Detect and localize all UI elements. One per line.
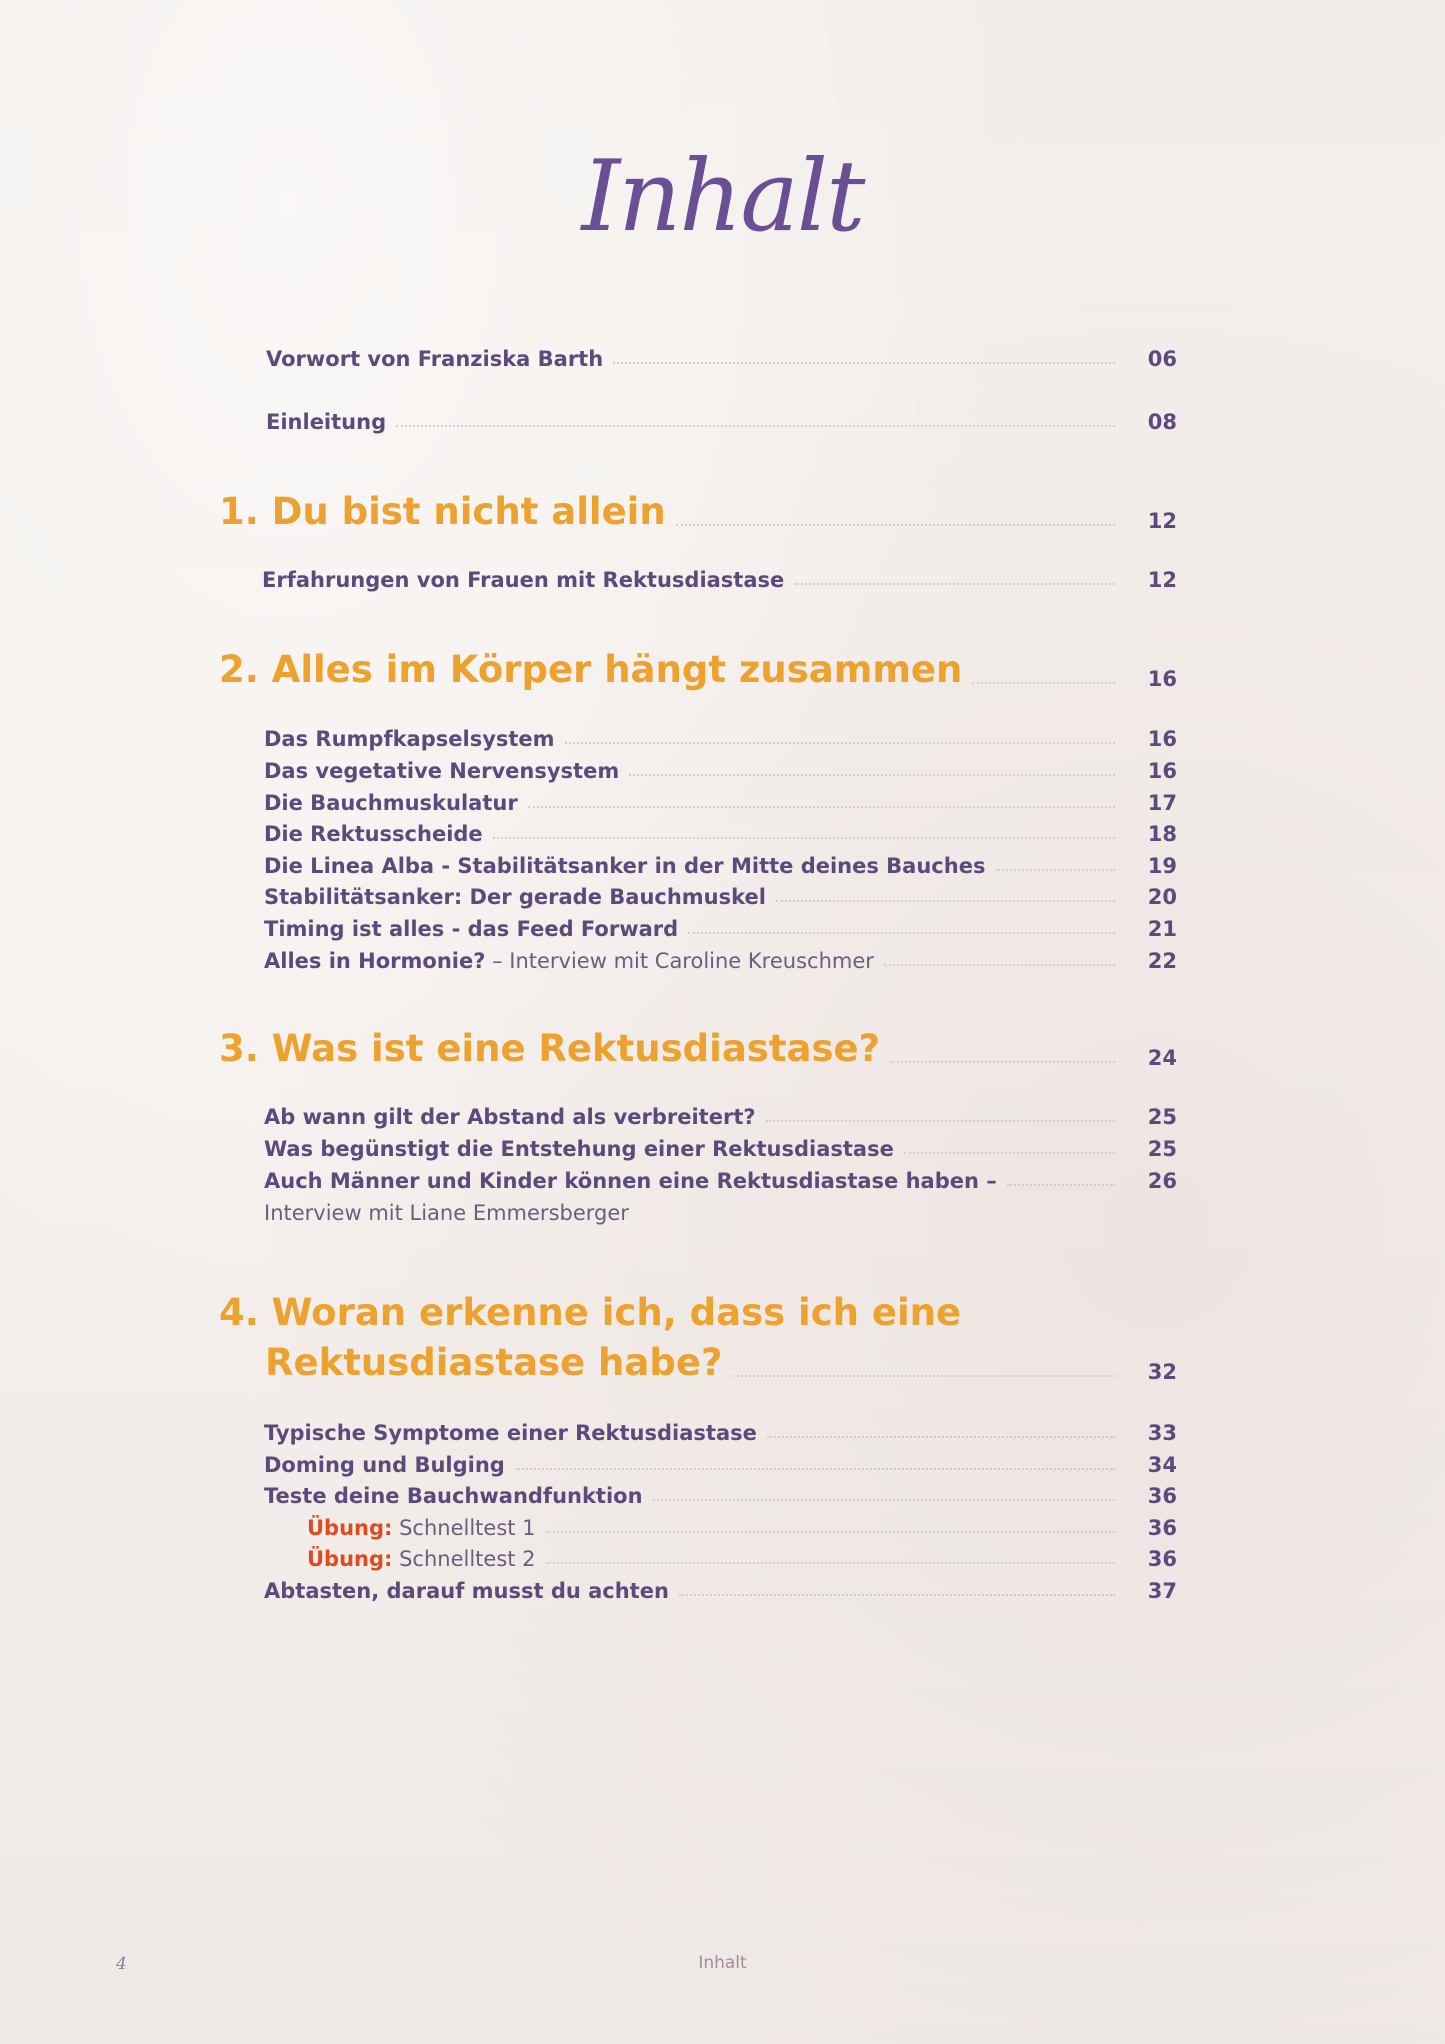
dot-leader [1007, 1184, 1115, 1186]
toc-entry-subtitle: – Interview mit Caroline Kreuschmer [485, 949, 874, 973]
dot-leader [794, 583, 1115, 585]
footer-running-title: Inhalt [698, 1953, 747, 1973]
chapter-4-heading[interactable] [265, 1341, 1177, 1385]
toc-entry-label [307, 1547, 536, 1572]
toc-entry[interactable] [264, 1169, 1177, 1194]
dot-leader [904, 1152, 1115, 1154]
toc-page-number: 37 [1147, 1579, 1177, 1603]
dot-leader [629, 774, 1115, 776]
toc-page-number: 16 [1147, 759, 1177, 783]
toc-entry[interactable] [264, 727, 1177, 752]
toc-page-number: 25 [1147, 1105, 1177, 1129]
toc-page-number: 34 [1147, 1453, 1177, 1477]
toc-entry[interactable] [264, 759, 1177, 784]
toc-page-number: 12 [1147, 509, 1177, 534]
toc-entry-label: Typische Symptome einer Rektusdiastase [264, 1421, 757, 1445]
toc-entry-label: Stabilitätsanker: Der gerade Bauchmuskel [264, 885, 766, 909]
dot-leader [884, 964, 1115, 966]
toc-entry-label: Das vegetative Nervensystem [264, 759, 620, 783]
footer-page-number: 4 [116, 1954, 127, 1974]
toc-entry-vorwort[interactable] [266, 347, 1177, 372]
toc-page-number: 16 [1147, 667, 1177, 692]
toc-entry[interactable] [264, 949, 1177, 974]
toc-page-number: 36 [1147, 1484, 1177, 1508]
chapter-title: Rektusdiastase habe? [265, 1341, 723, 1384]
toc-entry-label: Die Rektusscheide [264, 822, 483, 846]
toc-entry-label: Das Rumpfkapselsystem [264, 727, 555, 751]
toc-entry[interactable] [264, 1137, 1177, 1162]
dot-leader [493, 837, 1115, 839]
page-title: Inhalt [581, 140, 864, 254]
toc-page-number: 26 [1147, 1169, 1177, 1193]
dot-leader [776, 900, 1115, 902]
dot-leader [653, 1499, 1115, 1501]
toc-entry[interactable] [264, 1579, 1177, 1604]
toc-page-number: 36 [1147, 1516, 1177, 1540]
dot-leader [995, 869, 1115, 871]
chapter-title: 1. Du bist nicht allein [219, 490, 666, 533]
dot-leader [546, 1562, 1115, 1564]
dot-leader [515, 1468, 1115, 1470]
toc-entry-label: Was begünstigt die Entstehung einer Rektusdiastase [264, 1137, 894, 1161]
toc-entry[interactable] [264, 1453, 1177, 1478]
toc-entry-label: Timing ist alles - das Feed Forward [264, 917, 679, 941]
toc-page-number: 21 [1147, 917, 1177, 941]
toc-entry-label: Die Bauchmuskulatur [264, 791, 518, 815]
dot-leader [546, 1531, 1115, 1533]
exercise-title: Schnelltest 2 [392, 1547, 536, 1571]
toc-page-number: 24 [1147, 1046, 1177, 1071]
toc-entry[interactable] [262, 568, 1177, 593]
toc-exercise-entry[interactable] [307, 1516, 1177, 1541]
toc-entry-label: Teste deine Bauchwandfunktion [264, 1484, 643, 1508]
toc-entry-continuation: Interview mit Liane Emmersberger [264, 1201, 629, 1225]
toc-page-number: 25 [1147, 1137, 1177, 1161]
toc-entry-einleitung[interactable] [266, 410, 1177, 435]
toc-entry-label [264, 949, 874, 974]
toc-page-number: 08 [1147, 410, 1177, 434]
toc-entry-label: Vorwort von Franziska Barth [266, 347, 604, 371]
exercise-label: Übung: [307, 1547, 393, 1571]
dot-leader [767, 1436, 1115, 1438]
dot-leader [528, 806, 1115, 808]
toc-page-number: 19 [1147, 854, 1177, 878]
toc-page-number: 33 [1147, 1421, 1177, 1445]
dot-leader [890, 1061, 1115, 1063]
dot-leader [688, 932, 1115, 934]
toc-page-number: 12 [1147, 568, 1177, 592]
toc-page-number: 16 [1147, 727, 1177, 751]
toc-entry-label: Ab wann gilt der Abstand als verbreitert? [264, 1105, 756, 1129]
chapter-title: 3. Was ist eine Rektusdiastase? [219, 1027, 881, 1070]
toc-entry[interactable] [264, 791, 1177, 816]
chapter-4-heading-line1[interactable]: 4. Woran erkenne ich, dass ich eine [219, 1291, 962, 1334]
toc-page-number: 22 [1147, 949, 1177, 973]
chapter-3-heading[interactable] [219, 1027, 1177, 1071]
toc-entry[interactable] [264, 885, 1177, 910]
dot-leader [396, 425, 1115, 427]
dot-leader [972, 682, 1115, 684]
toc-entry[interactable] [264, 822, 1177, 847]
toc-entry-label: Auch Männer und Kinder können eine Rektusdiastase haben – [264, 1169, 997, 1193]
toc-entry-label [307, 1516, 536, 1541]
dot-leader [565, 742, 1115, 744]
toc-entry[interactable] [264, 917, 1177, 942]
toc-page-number: 20 [1147, 885, 1177, 909]
toc-entry[interactable] [264, 1421, 1177, 1446]
toc-entry-label: Abtasten, darauf musst du achten [264, 1579, 669, 1603]
dot-leader [766, 1120, 1115, 1122]
toc-page-number: 06 [1147, 347, 1177, 371]
exercise-label: Übung: [307, 1516, 393, 1540]
dot-leader [676, 524, 1115, 526]
toc-entry-label: Einleitung [266, 410, 387, 434]
toc-page-number: 17 [1147, 791, 1177, 815]
dot-leader [613, 362, 1115, 364]
toc-entry[interactable] [264, 1484, 1177, 1509]
chapter-2-heading[interactable] [219, 648, 1177, 692]
toc-page-number: 18 [1147, 822, 1177, 846]
toc-entry-label: Die Linea Alba - Stabilitätsanker in der Mitte deines Bauches [264, 854, 986, 878]
dot-leader [732, 1375, 1115, 1377]
toc-page-number: 36 [1147, 1547, 1177, 1571]
toc-entry-label: Erfahrungen von Frauen mit Rektusdiastase [262, 568, 785, 592]
toc-entry-title: Alles in Hormonie? [264, 949, 486, 973]
chapter-title: 2. Alles im Körper hängt zusammen [219, 648, 963, 691]
toc-entry[interactable] [264, 854, 1177, 879]
toc-entry-label: Doming und Bulging [264, 1453, 505, 1477]
exercise-title: Schnelltest 1 [392, 1516, 536, 1540]
chapter-1-heading[interactable] [219, 490, 1177, 534]
toc-entry[interactable] [264, 1105, 1177, 1130]
toc-page-number: 32 [1147, 1360, 1177, 1385]
dot-leader [679, 1594, 1115, 1596]
toc-exercise-entry[interactable] [307, 1547, 1177, 1572]
